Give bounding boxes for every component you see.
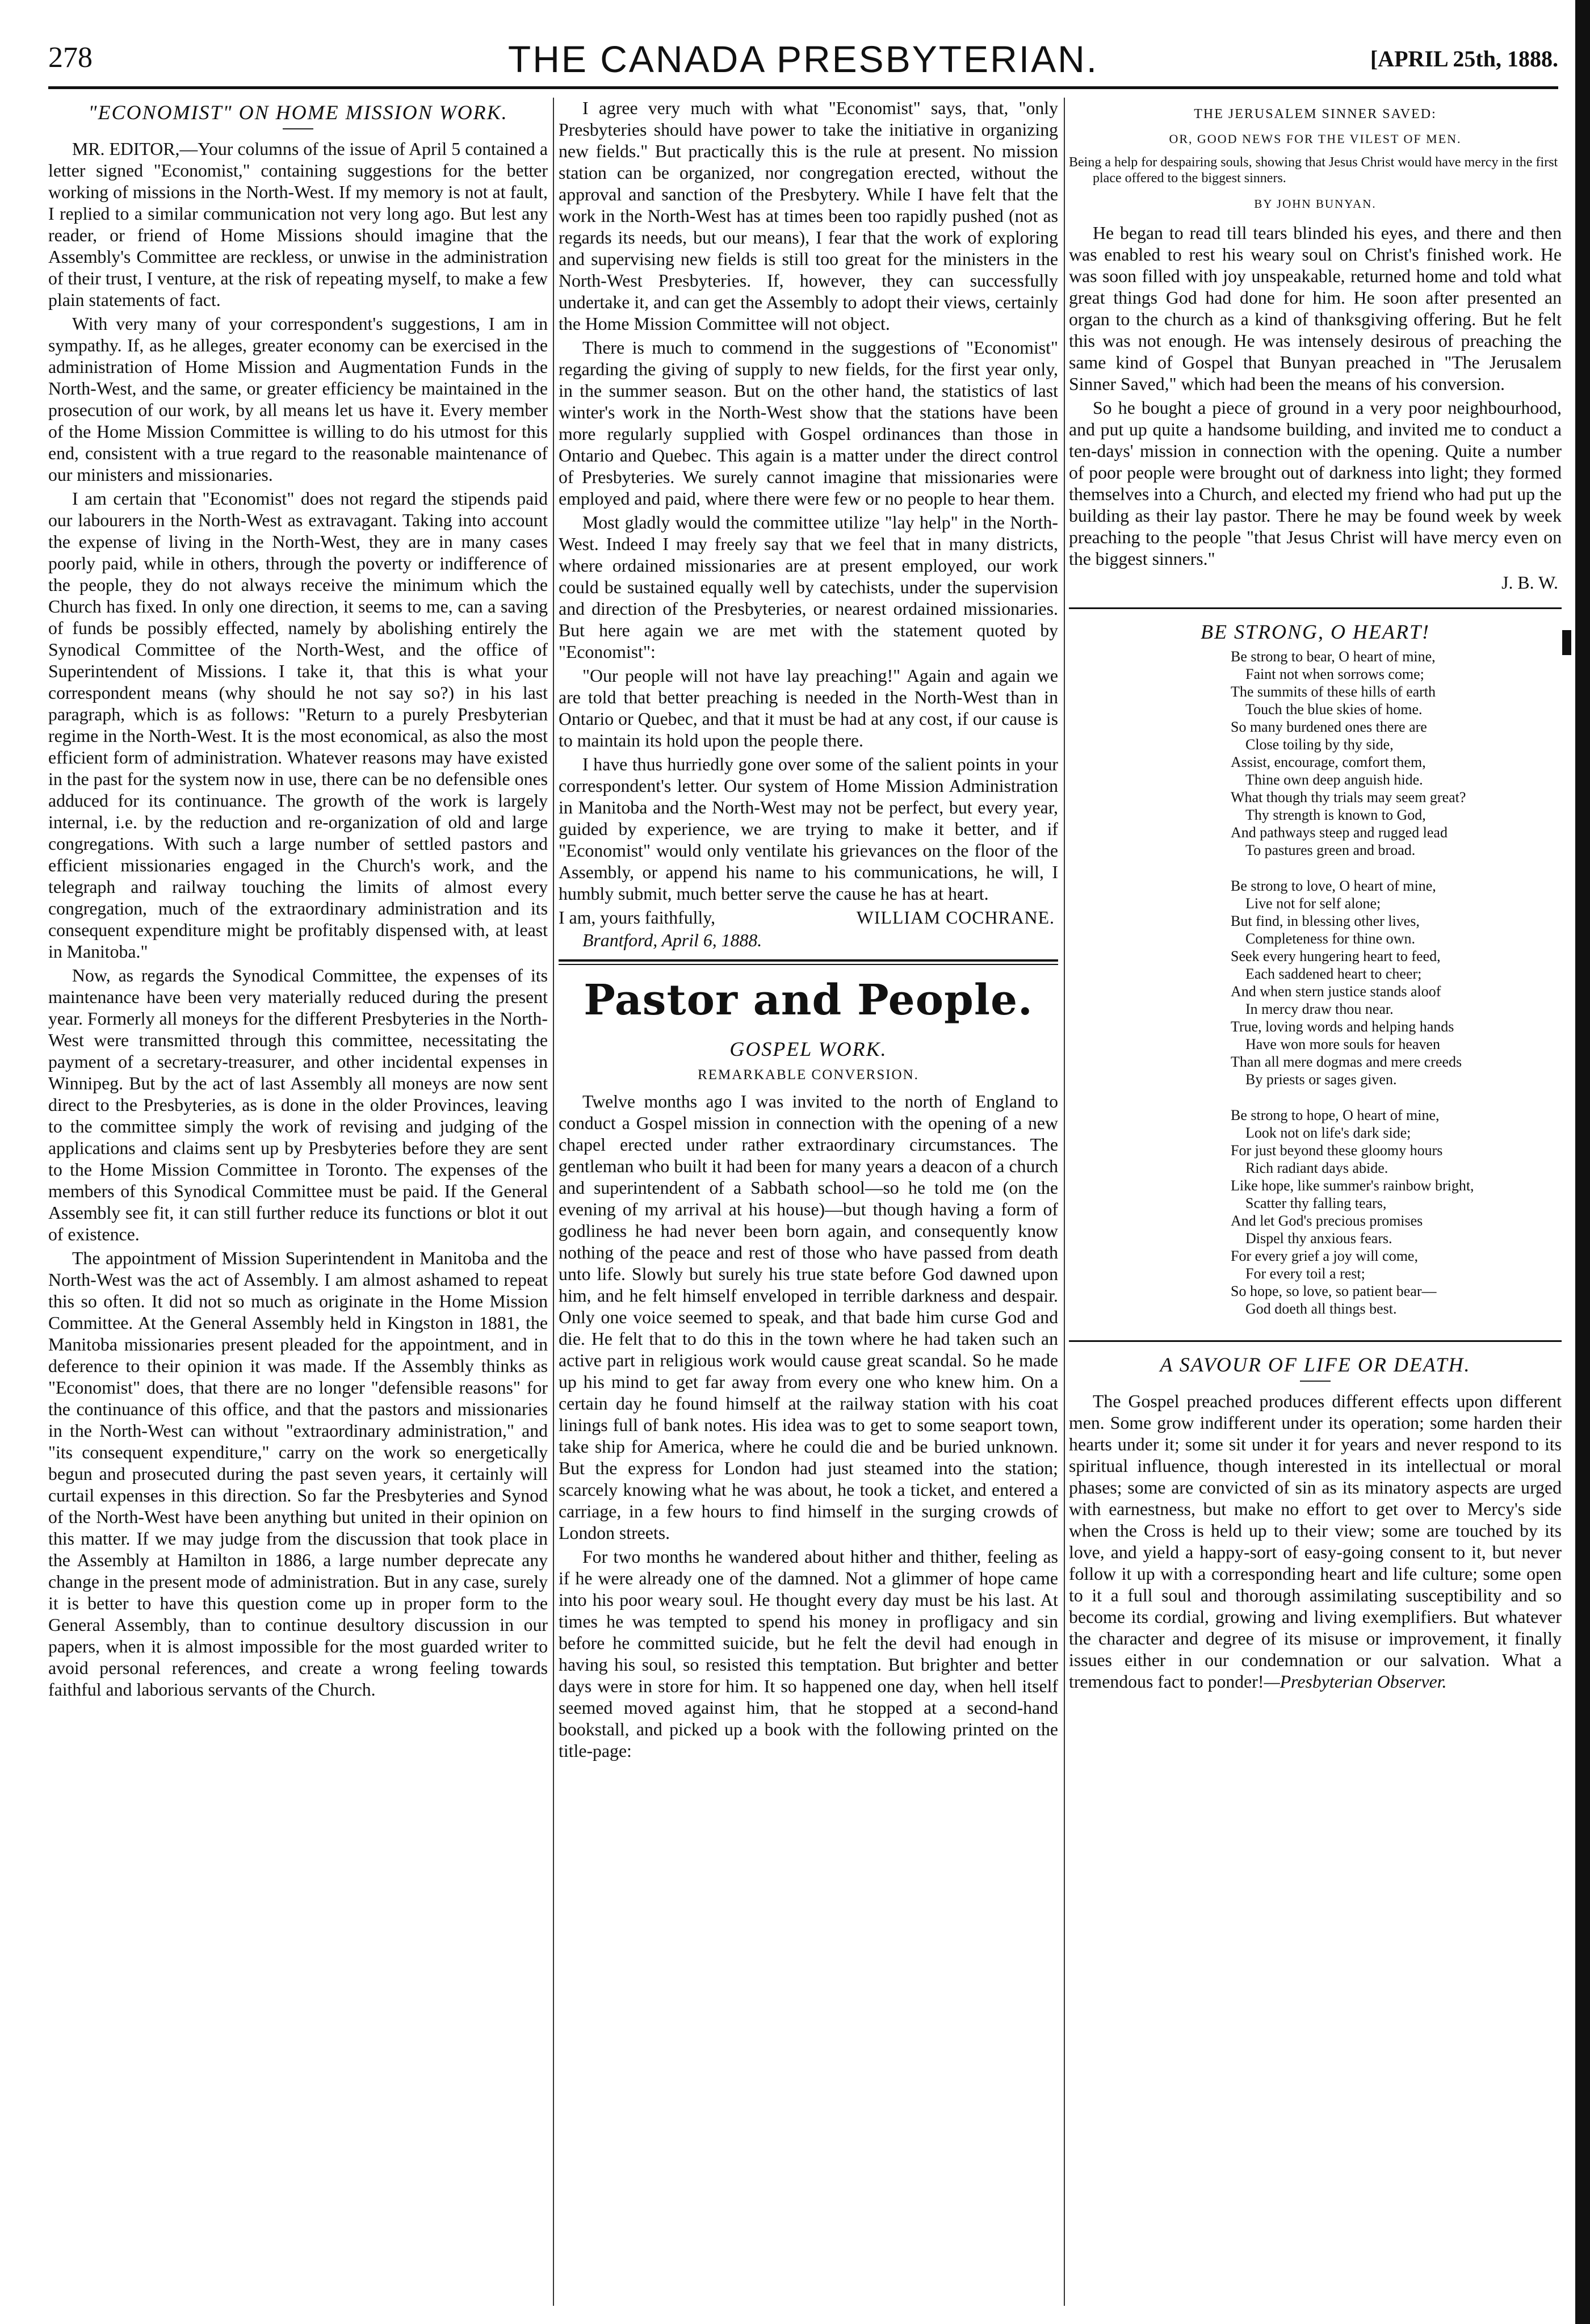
poem-line: Assist, encourage, comfort them, [1231,754,1426,770]
article-rule [1069,607,1562,609]
short-rule [283,128,313,129]
poem-line: So many burdened ones there are [1231,719,1427,735]
economist-paragraph-5: The appointment of Mission Superintendent in Manitoba and the North-West was the act of Assembly. I am almost ashamed to repeat this so often. It did not so much as originate in the Home Mission Committee. At the General Assembly held in Kingston in 1881, the Manitoba missionaries present pleaded for the appointment, and in deference to their opinion it was made. If the Assembly thinks as "Economist" does, that there are no longer "defensible reasons" for the continuance of this office, and that the pastors and missionaries in the North-West can without "extraordinary administration," and "its consequent expenditure," carry on the work so energetically begun and prosecuted during the past seven years, it certainly will curtail expenses in this direction. So far the Presbyteries and Synod of the North-West have been anything but united in their opinion on this matter. If we may judge from the discussion that took place in the Assembly at Hamilton in 1886, a large number deprecate any change in the present mode of administration. But in any case, surely it is better to have this question come up in proper form to the General Assembly, than to continue desultory discussion in our papers, when it is almost impossible for the most guarded writer to avoid personal references, and create a wrong feeling towards faithful and laborious servants of the Church. [48,1248,548,1700]
poem-line: God doeth all things best. [1245,1301,1397,1317]
poem-line: Touch the blue skies of home. [1245,701,1423,718]
poem-body [1231,648,1562,1318]
short-rule [1300,1381,1331,1382]
column-divider [553,98,554,2306]
economist-paragraph-10: I have thus hurriedly gone over some of the salient points in your correspondent's letter. Our system of Home Mission Administration in Manitoba and the North-West may not be perfect, but every year, guided by experience, we are trying to make it better, and if "Economist" would only ventilate his grievances on the floor of the Assembly, or append his name to his communications, he will, I humbly submit, much better serve the cause he has at heart. [559,754,1058,904]
column-divider [1064,98,1065,2306]
poem-line: Thine own deep anguish hide. [1245,771,1423,788]
section-rule [559,959,1058,965]
poem-line: In mercy draw thou near. [1245,1001,1394,1017]
savour-paragraph [1069,1391,1562,1693]
poem-line: And let God's precious promises [1231,1213,1423,1229]
poem-line: Completeness for thine own. [1245,930,1415,947]
poem-line: Live not for self alone; [1245,895,1381,912]
economist-paragraph-7: There is much to commend in the suggestions of "Economist" regarding the giving of supply to new fields, for the first year only, in the summer season. But on the other hand, the statistics of last winter's work in the North-West show that the stations have been more regularly supplied with Gospel ordinances than those in Ontario and Quebec. This again is a matter under the direct control of Presbyteries. We surely cannot imagine that missionaries were employed and paid, where there were few or no people to hear them. [559,338,1058,509]
poem-line: True, loving words and helping hands [1231,1018,1454,1035]
column-1 [48,98,548,1703]
letter-closing: I am, yours faithfully, [559,908,716,928]
conversion-paragraph-2: For two months he wandered about hither and thither, feeling as if he were already one of the damned. Not a glimmer of hope came into his poor weary soul. He thought every day must be his last. At times he was tempted to spend his money in profligacy and sin before he committed suicide, but he felt the devil had enough in having his soul, so resisted this temptation. But brighter and better days were in store for him. It so happened one day, when hell itself seemed moved against him, that he stopped at a second-hand bookstall, and picked up a book with the following printed on the title-page: [559,1547,1058,1761]
poem-line: By priests or sages given. [1245,1071,1397,1088]
page-edge-mark [1562,630,1571,655]
page-header [48,37,1558,89]
conversion-paragraph-4: So he bought a piece of ground in a very poor neighbourhood, and put up quite a handsome building, and invited me to conduct a ten-days' mission in connection with the opening. Quite a number of poor people were brought out of darkness into light; they formed themselves into a Church, and elected my friend who had put up the building as their lay pastor. There he may be found week by week preaching to the people "that Jesus Christ will have mercy even on the biggest sinners." [1069,398,1562,569]
economist-paragraph-1: MR. EDITOR,—Your columns of the issue of April 5 contained a letter signed "Economist," containing suggestions for the better working of missions in the North-West. If my memory is not at fault, I replied to a similar communication not very long ago. But lest any reader, or friend of Home Missions should imagine that the Assembly's Committee are reckless, or unwise in the administration of their trust, I venture, at the risk of repeating myself, to make a few plain statements of fact. [48,139,548,310]
poem-line: Be strong to love, O heart of mine, [1231,878,1436,894]
section-title: Pastor and People. [584,976,1033,1025]
poem-line: Rich radiant days abide. [1245,1160,1388,1176]
poem-line: Be strong to bear, O heart of mine, [1231,648,1436,665]
poem-line: Have won more souls for heaven [1245,1036,1440,1052]
book-title: THE JERUSALEM SINNER SAVED: [1194,107,1437,121]
economist-paragraph-8: Most gladly would the committee utilize "lay help" in the North-West. Indeed I may freely say that we feel that in many districts, where ordained missionaries are at present employed, our work could be sustained equally well by catechists, under the supervision and direction of the Presbyteries, or nearest ordained missionaries. But here again we are met with the statement quoted by "Economist": [559,513,1058,662]
conversion-signature: J. B. W. [1501,573,1558,593]
poem-title: BE STRONG, O HEART! [1201,620,1430,643]
poem-line: Close toiling by thy side, [1245,736,1394,753]
economist-paragraph-9: "Our people will not have lay preaching!" Again and again we are told that better preaching is needed in the North-West than in Ontario or Quebec, and that it must be had at any cost, if our cause is to maintain its hold upon the people there. [559,666,1058,750]
economist-paragraph-4: Now, as regards the Synodical Committee, the expenses of its maintenance have been very materially reduced during the present year. Formerly all moneys for the different Presbyteries in the North-West were transmitted through this committee, necessitating the payment of a secretary-treasurer, and other incidental expenses in Winnipeg. But by the act of last Assembly all moneys are now sent direct to the Presbyteries, as is done in the older Provinces, leaving to the committee simply the work of revising and judging of the applications and claims sent up by Presbyteries before they are sent to the Home Mission Committee in Toronto. The expenses of the members of this Synodical Committee must be paid. If the General Assembly see fit, it can still further reduce its functions or blot it out of existence. [48,966,548,1244]
article-rule [1069,1340,1562,1342]
poem-line: The summits of these hills of earth [1231,683,1436,700]
letter-place-date: Brantford, April 6, 1888. [582,930,762,950]
letter-signature: WILLIAM COCHRANE. [856,908,1055,928]
page-number: 278 [48,41,93,74]
poem-line: Look not on life's dark side; [1245,1125,1411,1141]
economist-paragraph-2: With very many of your correspondent's suggestions, I am in sympathy. If, as he alleges, greater economy can be exercised in the administration of Home Mission and Augmentation Funds in the North-West, and the same, or greater efficiency be maintained in the prosecution of our work, by all means let us have it. Every member of the Home Mission Committee is willing to do his utmost for this end, consistent with a true regard to the reasonable maintenance of our ministers and missionaries. [48,314,548,485]
column-3 [1069,98,1562,1695]
poem-line: Like hope, like summer's rainbow bright, [1231,1177,1474,1194]
poem-line: Thy strength is known to God, [1245,807,1426,823]
poem-stanza [1231,1106,1562,1318]
page-edge-shadow [1575,0,1590,2324]
poem-line: For every grief a joy will come, [1231,1248,1418,1264]
poem-line: And when stern justice stands aloof [1231,983,1441,1000]
poem-line: Scatter thy falling tears, [1245,1195,1387,1211]
book-subtitle: OR, GOOD NEWS FOR THE VILEST OF MEN. [1169,132,1462,146]
savour-text: The Gospel preached produces different effects upon different men. Some grow indifferent under its operation; some harden their hearts under it; some sit under it for years and never respond to its spiritual influence, though interested in its intellectual or moral phases; some are convicted of sin as its minatory aspects are urged with earnestness, but make no effort to get over to Mercy's side when the Cross is held up to their view; some are touched by its love, and yield a happy-sort of easy-going consent to it, but never follow it up with a corresponding heart and life culture; some open to it a full soul and thorough assimilating susceptibility and so become its cordial, growing and living exemplifiers. But whatever the character and degree of its misuse or improvement, it finally issues either in our condemnation or our salvation. What a tremendous fact to ponder! [1069,1391,1562,1692]
poem-stanza [1231,877,1562,1088]
book-author: BY JOHN BUNYAN. [1254,197,1377,211]
poem-line: But find, in blessing other lives, [1231,913,1420,929]
letter-signature-line [559,907,1058,929]
poem-line: So hope, so love, so patient bear— [1231,1283,1437,1299]
savour-heading: A SAVOUR OF LIFE OR DEATH. [1160,1353,1471,1376]
poem-line: And pathways steep and rugged lead [1231,824,1448,841]
poem-line: For every toil a rest; [1245,1265,1365,1282]
economist-paragraph-3: I am certain that "Economist" does not regard the stipends paid our labourers in the North-West as extravagant. Taking into account the expense of living in the North-West, they are in many cases poorly paid, while in others, through the poverty or indifference of the people, they do not always receive the minimum which the Church has fixed. In only one direction, it seems to me, can a saving of funds be possibly effected, namely by abolishing entirely the Synodical Committee of the North-West, and the office of Superintendent of Missions. I take it, that this is what your correspondent means (why should he not say so?) in his last paragraph, which is as follows: "Return to a purely Presbyterian regime in the North-West. It is the most economical, as also the most efficient form of administration. Whatever reasons may have existed in the past for the system now in use, there can be no defensible ones adduced for its continuance. The growth of the work is largely internal, i.e. by the reduction and re-organization of old and large congregations. With such a large number of settled pastors and efficient missionaries engaged in the Church's work, and the telegraph and railway touching the limits of almost every congregation, much of the extraordinary administration and its consequent expenditure might be profitably dispensed with, at least in Manitoba." [48,489,548,962]
conversion-paragraph-1: Twelve months ago I was invited to the north of England to conduct a Gospel mission in connection with the opening of a new chapel erected under rather extraordinary circumstances. The gentleman who built it had been for many years a deacon of a church and superintendent of a Sabbath school—so he told me (on the evening of my arrival at his house)—but though having a form of godliness he had never been born again, and consequently know nothing of the peace and rest of those who have passed from death unto life. Slowly but surely his true state before God dawned upon him, and he felt himself enveloped in terrible darkness and despair. Only one voice seemed to speak, and that bade him curse God and die. He felt that to do this in the town where he had taken such an active part in religious work would cause great scandal. So he made up his mind to get far away from every one who knew him. On a certain day he found himself at the railway station with his coat linings full of bank notes. His idea was to get to some seaport town, take ship for America, where he could die and be buried unknown. But the express for London had just steamed into the station; scarcely knowing what he was about, he took a ticket, and entered a carriage, in a few hours to find himself in the surging crowds of London streets. [559,1092,1058,1543]
header-rule [48,86,1558,89]
poem-line: To pastures green and broad. [1245,842,1416,858]
poem-line: For just beyond these gloomy hours [1231,1142,1443,1159]
gospel-work-heading: GOSPEL WORK. [729,1038,887,1060]
poem-line: Dispel thy anxious fears. [1245,1230,1392,1247]
poem-line: Each saddened heart to cheer; [1245,966,1422,982]
poem-stanza [1231,648,1562,859]
poem-line: Seek every hungering heart to feed, [1231,948,1441,964]
poem-line: Than all mere dogmas and mere creeds [1231,1054,1462,1070]
economist-paragraph-6: I agree very much with what "Economist" says, that, "only Presbyteries should have power to take the initiative in organizing new fields." But practically this is the rule at present. No mission station can be organized, nor congregation erected, without the approval and sanction of the Presbytery. While I have felt that the work in the North-West has at times been too rapidly pushed (not as regards its needs, but our means), I fear that the work of exploring and supervising new fields is still too great for the ministers in the North-West Presbyteries. If, however, they can successfully undertake it, and can get the Assembly to adopt their views, certainly the Home Mission Committee will not object. [559,98,1058,334]
poem-line: Faint not when sorrows come; [1245,666,1424,682]
book-description: Being a help for despairing souls, showing that Jesus Christ would have mercy in the first place offered to the biggest sinners. [1069,155,1558,186]
savour-source: —Presbyterian Observer. [1264,1672,1447,1692]
issue-date: [APRIL 25th, 1888. [1370,46,1558,72]
gospel-work-subheading: REMARKABLE CONVERSION. [698,1067,919,1083]
economist-heading: "ECONOMIST" ON HOME MISSION WORK. [88,101,508,124]
poem-line: What though thy trials may seem great? [1231,789,1466,806]
column-2 [559,98,1058,1764]
conversion-paragraph-3: He began to read till tears blinded his eyes, and there and then was enabled to rest his weary soul on Christ's finished work. He was soon filled with joy unspeakable, returned home and told what great things God had done for him. He soon after presented an organ to the church as a kind of thanksgiving offering. But he felt this was not enough. He was intensely desirous of preaching the same kind of Gospel that Bunyan preached in "The Jerusalem Sinner Saved," which had been the means of his conversion. [1069,223,1562,394]
poem-line: Be strong to hope, O heart of mine, [1231,1107,1440,1123]
paper-title: THE CANADA PRESBYTERIAN. [507,38,1099,80]
